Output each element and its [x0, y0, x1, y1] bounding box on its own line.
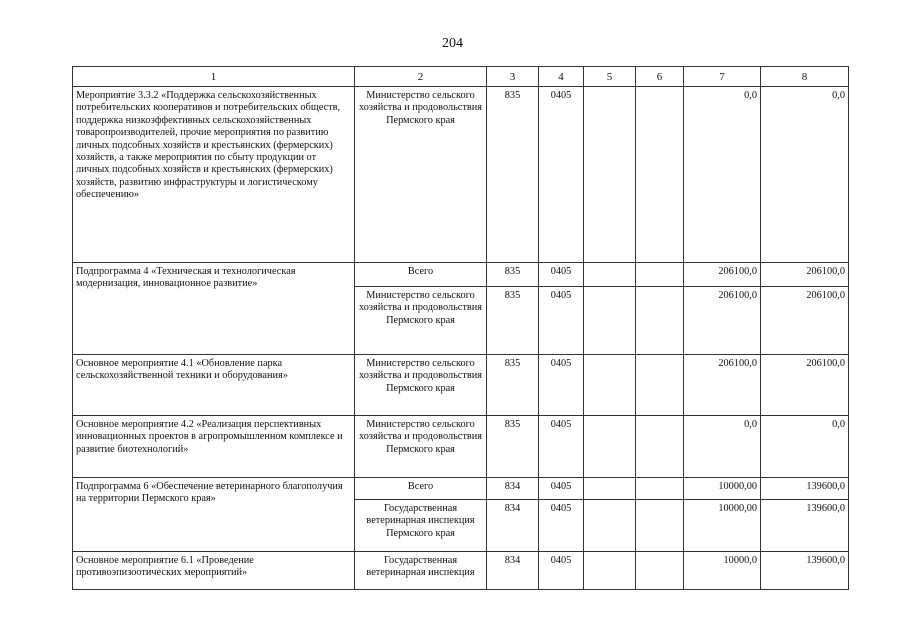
amount-cell: 139600,0	[761, 478, 849, 500]
row-name: Основное мероприятие 4.2 «Реализация перспективных инновационных проектов в агропромышленном комплексе и развитие биотехнологий»	[73, 416, 355, 478]
empty-cell	[636, 416, 684, 478]
amount-cell: 206100,0	[684, 287, 761, 355]
column-header: 4	[539, 67, 584, 87]
section-cell: 0405	[539, 263, 584, 287]
column-header: 1	[73, 67, 355, 87]
executor-cell: Государственная ветеринарная инспекция	[355, 552, 487, 590]
executor-cell: Министерство сельского хозяйства и продовольствия Пермского края	[355, 416, 487, 478]
empty-cell	[584, 87, 636, 263]
amount-cell: 206100,0	[761, 287, 849, 355]
budget-table	[72, 66, 849, 590]
amount-cell: 0,0	[761, 416, 849, 478]
executor-cell: Государственная ветеринарная инспекция Пермского края	[355, 500, 487, 552]
code-cell: 835	[487, 287, 539, 355]
row-name: Подпрограмма 4 «Техническая и технологическая модернизация, инновационное развитие»	[73, 263, 355, 355]
row-name: Подпрограмма 6 «Обеспечение ветеринарного благополучия на территории Пермского края»	[73, 478, 355, 552]
column-header: 6	[636, 67, 684, 87]
row-name: Основное мероприятие 6.1 «Проведение противоэпизоотических мероприятий»	[73, 552, 355, 590]
code-cell: 835	[487, 263, 539, 287]
code-cell: 834	[487, 500, 539, 552]
section-cell: 0405	[539, 87, 584, 263]
empty-cell	[636, 87, 684, 263]
table-row	[73, 478, 849, 500]
empty-cell	[584, 355, 636, 416]
column-header: 5	[584, 67, 636, 87]
amount-cell: 206100,0	[761, 263, 849, 287]
empty-cell	[636, 287, 684, 355]
empty-cell	[636, 355, 684, 416]
amount-cell: 10000,00	[684, 500, 761, 552]
column-header: 7	[684, 67, 761, 87]
table-header-row	[73, 67, 849, 87]
empty-cell	[584, 500, 636, 552]
amount-cell: 0,0	[684, 416, 761, 478]
column-header: 8	[761, 67, 849, 87]
code-cell: 835	[487, 87, 539, 263]
executor-cell: Министерство сельского хозяйства и продовольствия Пермского края	[355, 87, 487, 263]
table-row	[73, 355, 849, 416]
section-cell: 0405	[539, 355, 584, 416]
section-cell: 0405	[539, 500, 584, 552]
section-cell: 0405	[539, 552, 584, 590]
executor-cell: Министерство сельского хозяйства и продовольствия Пермского края	[355, 287, 487, 355]
column-header: 3	[487, 67, 539, 87]
code-cell: 834	[487, 552, 539, 590]
empty-cell	[636, 263, 684, 287]
table-row	[73, 552, 849, 590]
executor-cell: Всего	[355, 478, 487, 500]
amount-cell: 10000,00	[684, 478, 761, 500]
amount-cell: 206100,0	[761, 355, 849, 416]
executor-cell: Всего	[355, 263, 487, 287]
executor-cell: Министерство сельского хозяйства и продовольствия Пермского края	[355, 355, 487, 416]
code-cell: 835	[487, 416, 539, 478]
amount-cell: 139600,0	[761, 552, 849, 590]
empty-cell	[636, 478, 684, 500]
amount-cell: 206100,0	[684, 355, 761, 416]
row-name: Мероприятие 3.3.2 «Поддержка сельскохозяйственных потребительских кооперативов и потребительских обществ, поддержка низкоэффективных сельскохозяйственных товаропроизводителей, прочие мероприятия по развитию личных подсобных хозяйств и крестьянских (фермерских) хозяйств, а также мероприятия по сбыту продукции от личных подсобных хозяйств и крестьянских (фермерских) хозяйств, развитию инфраструктуры и логистическому обеспечению»	[73, 87, 355, 263]
section-cell: 0405	[539, 287, 584, 355]
amount-cell: 0,0	[761, 87, 849, 263]
empty-cell	[584, 416, 636, 478]
section-cell: 0405	[539, 416, 584, 478]
amount-cell: 206100,0	[684, 263, 761, 287]
empty-cell	[584, 552, 636, 590]
code-cell: 834	[487, 478, 539, 500]
page-number: 204	[442, 36, 463, 51]
amount-cell: 10000,0	[684, 552, 761, 590]
table-row	[73, 416, 849, 478]
amount-cell: 139600,0	[761, 500, 849, 552]
row-name: Основное мероприятие 4.1 «Обновление парка сельскохозяйственной техники и оборудования»	[73, 355, 355, 416]
column-header: 2	[355, 67, 487, 87]
empty-cell	[584, 263, 636, 287]
amount-cell: 0,0	[684, 87, 761, 263]
code-cell: 835	[487, 355, 539, 416]
empty-cell	[584, 287, 636, 355]
empty-cell	[636, 552, 684, 590]
section-cell: 0405	[539, 478, 584, 500]
empty-cell	[584, 478, 636, 500]
table-row	[73, 87, 849, 263]
table-row	[73, 263, 849, 287]
empty-cell	[636, 500, 684, 552]
